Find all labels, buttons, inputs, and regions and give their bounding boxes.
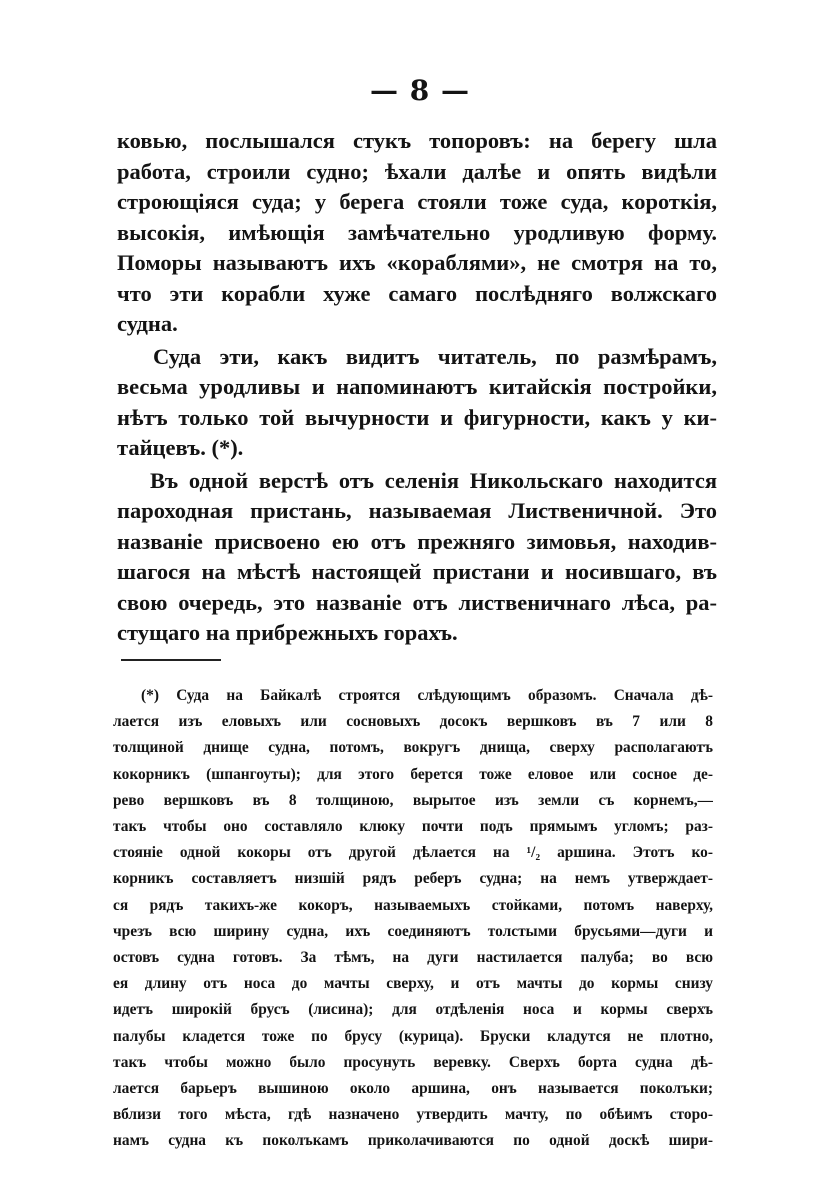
- footnote-line: палубы кладется тоже по брусу (курица). Бруски кладутся не плотно,: [113, 1027, 713, 1045]
- footnote-line: корникъ составляетъ низшій рядъ реберъ судна; на немъ утверждает-: [113, 870, 713, 888]
- text-line: ковью, послышался стукъ топоровъ: на берегу шла: [117, 128, 717, 153]
- footnote-line: ея длину отъ носа до мачты сверху, и отъ мачты до кормы снизу: [113, 975, 713, 993]
- text-line: строющіяся суда; у берега стояли тоже суда, короткія,: [117, 189, 717, 214]
- page-number: — 8 —: [370, 74, 470, 107]
- footnote-divider: [121, 659, 221, 661]
- text-line: пароходная пристань, называемая Лиственичной. Это: [117, 498, 717, 523]
- footnote-line: такъ чтобы оно составляло клюку почти подъ прямымъ угломъ; раз-: [113, 818, 713, 836]
- text-line: работа, строили судно; ѣхали далѣе и опять видѣли: [117, 158, 717, 184]
- text-line: весьма уродливы и напоминаютъ китайскія постройки,: [117, 374, 717, 399]
- text-line: названіе присвоено ею отъ прежняго зимовья, находив-: [117, 528, 717, 554]
- text-line: высокія, имѣющія замѣчательно уродливую форму.: [117, 219, 717, 245]
- footnote-line: чрезъ всю ширину судна, ихъ соединяютъ толстыми брусьями—дуги и: [113, 922, 713, 940]
- text-line: Суда эти, какъ видитъ читатель, по размѣрамъ,: [153, 343, 717, 369]
- footnote-line: лается барьеръ вышиною около аршина, онъ называется поколъки;: [113, 1080, 713, 1098]
- text-line: шагося на мѣстѣ настоящей пристани и носившаго, въ: [117, 559, 717, 584]
- footnote-line: идетъ широкій брусъ (лисина); для отдѣленія носа и кормы сверхъ: [113, 1001, 713, 1019]
- text-line: Въ одной верстѣ отъ селенія Никольскаго находится: [150, 467, 717, 493]
- footnote-line: намъ судна къ поколъкамъ приколачиваются по одной доскѣ шири-: [113, 1132, 713, 1150]
- footnote-line: остовъ судна готовъ. За тѣмъ, на дуги настилается палуба; во всю: [113, 949, 713, 967]
- footnote-line: кокорникъ (шпангоуты); для этого берется тоже еловое или сосное де-: [113, 765, 713, 783]
- text-line: стущаго на прибрежныхъ горахъ.: [117, 620, 458, 645]
- text-line: тайцевъ. (*).: [117, 435, 244, 460]
- footnote-line: рево вершковъ въ 8 толщиною, вырытое изъ земли съ корнемъ,—: [113, 791, 713, 809]
- text-line: судна.: [117, 311, 178, 336]
- text-line: Поморы называютъ ихъ «кораблями», не смотря на то,: [117, 250, 717, 275]
- text-line: нѣтъ только той вычурности и фигурности, какъ у ки-: [117, 404, 717, 430]
- main-text: [117, 126, 717, 649]
- footnote-line: толщиной днище судна, потомъ, вокругъ днища, сверху располагаютъ: [113, 739, 713, 757]
- footnote-line: ся рядъ такихъ-же кокоръ, называемыхъ стойками, потомъ наверху,: [113, 896, 713, 914]
- footnote: [113, 683, 713, 1155]
- footnote-line: вблизи того мѣста, гдѣ назначено утвердить мачту, по обѣимъ сторо-: [113, 1106, 713, 1124]
- footnote-line: лается изъ еловыхъ или сосновыхъ досокъ вершковъ въ 7 или 8: [113, 713, 713, 731]
- text-line: свою очередь, это названіе отъ лиственичнаго лѣса, ра-: [117, 589, 717, 615]
- footnote-line: (*) Суда на Байкалѣ строятся слѣдующимъ образомъ. Сначала дѣ-: [141, 687, 713, 704]
- footnote-line: стояніе одной кокоры отъ другой дѣлается на ¹/₂ аршина. Этотъ ко-: [113, 844, 713, 862]
- text-line: что эти корабли хуже самаго послѣдняго волжскаго: [117, 280, 717, 306]
- footnote-line: такъ чтобы можно было просунуть веревку. Сверхъ борта судна дѣ-: [113, 1053, 713, 1071]
